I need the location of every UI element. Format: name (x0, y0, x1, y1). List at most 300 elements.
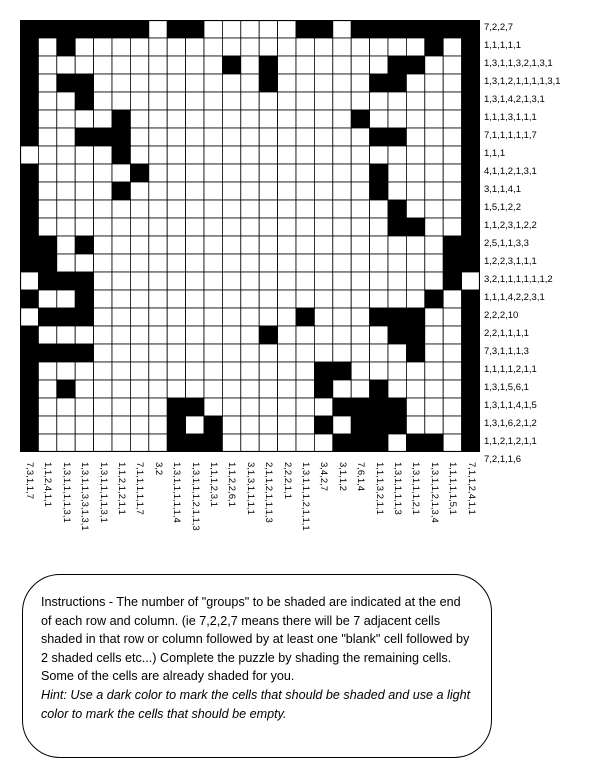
empty-cell[interactable] (186, 416, 204, 434)
shaded-cell[interactable] (186, 434, 204, 452)
shaded-cell[interactable] (462, 92, 480, 110)
empty-cell[interactable] (296, 218, 314, 236)
shaded-cell[interactable] (20, 110, 38, 128)
empty-cell[interactable] (406, 74, 424, 92)
shaded-cell[interactable] (406, 308, 424, 326)
empty-cell[interactable] (296, 362, 314, 380)
empty-cell[interactable] (94, 272, 112, 290)
empty-cell[interactable] (259, 344, 277, 362)
empty-cell[interactable] (204, 200, 222, 218)
shaded-cell[interactable] (406, 20, 424, 38)
shaded-cell[interactable] (351, 110, 369, 128)
shaded-cell[interactable] (443, 236, 461, 254)
shaded-cell[interactable] (130, 164, 148, 182)
empty-cell[interactable] (204, 146, 222, 164)
shaded-cell[interactable] (20, 434, 38, 452)
empty-cell[interactable] (259, 110, 277, 128)
empty-cell[interactable] (241, 56, 259, 74)
empty-cell[interactable] (222, 128, 240, 146)
empty-cell[interactable] (278, 362, 296, 380)
empty-cell[interactable] (75, 416, 93, 434)
empty-cell[interactable] (443, 362, 461, 380)
empty-cell[interactable] (443, 164, 461, 182)
empty-cell[interactable] (112, 56, 130, 74)
empty-cell[interactable] (314, 254, 332, 272)
empty-cell[interactable] (130, 254, 148, 272)
empty-cell[interactable] (443, 344, 461, 362)
empty-cell[interactable] (314, 92, 332, 110)
empty-cell[interactable] (38, 326, 56, 344)
empty-cell[interactable] (370, 254, 388, 272)
empty-cell[interactable] (149, 344, 167, 362)
shaded-cell[interactable] (333, 398, 351, 416)
empty-cell[interactable] (333, 272, 351, 290)
empty-cell[interactable] (241, 416, 259, 434)
empty-cell[interactable] (443, 110, 461, 128)
empty-cell[interactable] (278, 380, 296, 398)
empty-cell[interactable] (222, 434, 240, 452)
empty-cell[interactable] (167, 164, 185, 182)
shaded-cell[interactable] (370, 434, 388, 452)
empty-cell[interactable] (94, 164, 112, 182)
empty-cell[interactable] (57, 398, 75, 416)
shaded-cell[interactable] (20, 74, 38, 92)
shaded-cell[interactable] (462, 200, 480, 218)
empty-cell[interactable] (204, 56, 222, 74)
empty-cell[interactable] (333, 254, 351, 272)
empty-cell[interactable] (38, 182, 56, 200)
shaded-cell[interactable] (443, 20, 461, 38)
empty-cell[interactable] (296, 146, 314, 164)
shaded-cell[interactable] (20, 380, 38, 398)
shaded-cell[interactable] (462, 326, 480, 344)
empty-cell[interactable] (278, 416, 296, 434)
shaded-cell[interactable] (94, 20, 112, 38)
shaded-cell[interactable] (20, 20, 38, 38)
shaded-cell[interactable] (259, 56, 277, 74)
empty-cell[interactable] (278, 182, 296, 200)
empty-cell[interactable] (241, 200, 259, 218)
empty-cell[interactable] (112, 308, 130, 326)
shaded-cell[interactable] (370, 128, 388, 146)
shaded-cell[interactable] (112, 182, 130, 200)
empty-cell[interactable] (94, 236, 112, 254)
empty-cell[interactable] (167, 290, 185, 308)
empty-cell[interactable] (130, 200, 148, 218)
empty-cell[interactable] (149, 416, 167, 434)
empty-cell[interactable] (94, 182, 112, 200)
empty-cell[interactable] (314, 344, 332, 362)
empty-cell[interactable] (241, 128, 259, 146)
shaded-cell[interactable] (462, 74, 480, 92)
empty-cell[interactable] (278, 92, 296, 110)
shaded-cell[interactable] (75, 308, 93, 326)
empty-cell[interactable] (149, 272, 167, 290)
empty-cell[interactable] (186, 38, 204, 56)
shaded-cell[interactable] (462, 254, 480, 272)
shaded-cell[interactable] (462, 164, 480, 182)
empty-cell[interactable] (167, 362, 185, 380)
empty-cell[interactable] (388, 344, 406, 362)
empty-cell[interactable] (149, 236, 167, 254)
empty-cell[interactable] (406, 92, 424, 110)
empty-cell[interactable] (296, 38, 314, 56)
empty-cell[interactable] (406, 254, 424, 272)
empty-cell[interactable] (314, 74, 332, 92)
shaded-cell[interactable] (167, 434, 185, 452)
empty-cell[interactable] (296, 434, 314, 452)
empty-cell[interactable] (314, 110, 332, 128)
shaded-cell[interactable] (388, 200, 406, 218)
shaded-cell[interactable] (75, 272, 93, 290)
empty-cell[interactable] (222, 290, 240, 308)
empty-cell[interactable] (241, 182, 259, 200)
shaded-cell[interactable] (388, 74, 406, 92)
shaded-cell[interactable] (75, 74, 93, 92)
empty-cell[interactable] (351, 236, 369, 254)
empty-cell[interactable] (112, 344, 130, 362)
empty-cell[interactable] (351, 380, 369, 398)
empty-cell[interactable] (204, 128, 222, 146)
empty-cell[interactable] (370, 290, 388, 308)
shaded-cell[interactable] (388, 20, 406, 38)
shaded-cell[interactable] (130, 20, 148, 38)
empty-cell[interactable] (314, 290, 332, 308)
empty-cell[interactable] (314, 182, 332, 200)
shaded-cell[interactable] (351, 416, 369, 434)
empty-cell[interactable] (186, 218, 204, 236)
empty-cell[interactable] (425, 308, 443, 326)
empty-cell[interactable] (204, 218, 222, 236)
empty-cell[interactable] (222, 164, 240, 182)
empty-cell[interactable] (333, 164, 351, 182)
empty-cell[interactable] (425, 146, 443, 164)
empty-cell[interactable] (149, 290, 167, 308)
empty-cell[interactable] (94, 56, 112, 74)
empty-cell[interactable] (241, 434, 259, 452)
shaded-cell[interactable] (20, 254, 38, 272)
empty-cell[interactable] (425, 218, 443, 236)
empty-cell[interactable] (333, 218, 351, 236)
empty-cell[interactable] (149, 56, 167, 74)
empty-cell[interactable] (314, 398, 332, 416)
empty-cell[interactable] (241, 272, 259, 290)
shaded-cell[interactable] (20, 362, 38, 380)
empty-cell[interactable] (425, 92, 443, 110)
empty-cell[interactable] (333, 308, 351, 326)
empty-cell[interactable] (333, 182, 351, 200)
empty-cell[interactable] (406, 380, 424, 398)
empty-cell[interactable] (259, 254, 277, 272)
empty-cell[interactable] (222, 236, 240, 254)
empty-cell[interactable] (370, 326, 388, 344)
empty-cell[interactable] (425, 236, 443, 254)
empty-cell[interactable] (94, 92, 112, 110)
empty-cell[interactable] (241, 362, 259, 380)
empty-cell[interactable] (351, 326, 369, 344)
empty-cell[interactable] (370, 92, 388, 110)
empty-cell[interactable] (186, 128, 204, 146)
empty-cell[interactable] (351, 56, 369, 74)
empty-cell[interactable] (425, 362, 443, 380)
empty-cell[interactable] (388, 254, 406, 272)
empty-cell[interactable] (112, 434, 130, 452)
shaded-cell[interactable] (351, 434, 369, 452)
shaded-cell[interactable] (167, 20, 185, 38)
empty-cell[interactable] (278, 308, 296, 326)
empty-cell[interactable] (425, 416, 443, 434)
empty-cell[interactable] (38, 110, 56, 128)
empty-cell[interactable] (130, 326, 148, 344)
empty-cell[interactable] (186, 164, 204, 182)
empty-cell[interactable] (112, 326, 130, 344)
shaded-cell[interactable] (388, 326, 406, 344)
empty-cell[interactable] (149, 110, 167, 128)
empty-cell[interactable] (388, 380, 406, 398)
empty-cell[interactable] (406, 128, 424, 146)
empty-cell[interactable] (222, 74, 240, 92)
empty-cell[interactable] (278, 236, 296, 254)
empty-cell[interactable] (388, 362, 406, 380)
empty-cell[interactable] (333, 92, 351, 110)
empty-cell[interactable] (167, 74, 185, 92)
empty-cell[interactable] (222, 200, 240, 218)
empty-cell[interactable] (38, 56, 56, 74)
empty-cell[interactable] (241, 110, 259, 128)
empty-cell[interactable] (222, 326, 240, 344)
shaded-cell[interactable] (406, 434, 424, 452)
empty-cell[interactable] (204, 38, 222, 56)
empty-cell[interactable] (149, 92, 167, 110)
empty-cell[interactable] (443, 326, 461, 344)
empty-cell[interactable] (186, 380, 204, 398)
shaded-cell[interactable] (425, 290, 443, 308)
nonogram-grid[interactable] (20, 20, 480, 452)
empty-cell[interactable] (241, 236, 259, 254)
empty-cell[interactable] (204, 380, 222, 398)
shaded-cell[interactable] (75, 128, 93, 146)
empty-cell[interactable] (370, 236, 388, 254)
empty-cell[interactable] (112, 290, 130, 308)
shaded-cell[interactable] (20, 200, 38, 218)
shaded-cell[interactable] (167, 416, 185, 434)
empty-cell[interactable] (57, 236, 75, 254)
empty-cell[interactable] (333, 380, 351, 398)
empty-cell[interactable] (167, 200, 185, 218)
shaded-cell[interactable] (425, 20, 443, 38)
empty-cell[interactable] (149, 434, 167, 452)
shaded-cell[interactable] (38, 20, 56, 38)
empty-cell[interactable] (222, 398, 240, 416)
empty-cell[interactable] (406, 110, 424, 128)
empty-cell[interactable] (186, 146, 204, 164)
empty-cell[interactable] (94, 254, 112, 272)
shaded-cell[interactable] (370, 308, 388, 326)
empty-cell[interactable] (333, 146, 351, 164)
empty-cell[interactable] (370, 146, 388, 164)
shaded-cell[interactable] (296, 308, 314, 326)
shaded-cell[interactable] (75, 344, 93, 362)
empty-cell[interactable] (351, 92, 369, 110)
empty-cell[interactable] (314, 308, 332, 326)
empty-cell[interactable] (149, 74, 167, 92)
shaded-cell[interactable] (186, 20, 204, 38)
empty-cell[interactable] (186, 290, 204, 308)
empty-cell[interactable] (406, 272, 424, 290)
empty-cell[interactable] (406, 398, 424, 416)
empty-cell[interactable] (406, 362, 424, 380)
shaded-cell[interactable] (75, 92, 93, 110)
empty-cell[interactable] (112, 74, 130, 92)
empty-cell[interactable] (241, 74, 259, 92)
empty-cell[interactable] (333, 416, 351, 434)
empty-cell[interactable] (222, 254, 240, 272)
empty-cell[interactable] (241, 92, 259, 110)
shaded-cell[interactable] (462, 128, 480, 146)
empty-cell[interactable] (333, 38, 351, 56)
empty-cell[interactable] (351, 272, 369, 290)
empty-cell[interactable] (75, 326, 93, 344)
shaded-cell[interactable] (75, 236, 93, 254)
empty-cell[interactable] (222, 110, 240, 128)
empty-cell[interactable] (167, 272, 185, 290)
shaded-cell[interactable] (462, 308, 480, 326)
shaded-cell[interactable] (204, 416, 222, 434)
empty-cell[interactable] (278, 254, 296, 272)
empty-cell[interactable] (204, 308, 222, 326)
empty-cell[interactable] (406, 38, 424, 56)
shaded-cell[interactable] (462, 380, 480, 398)
empty-cell[interactable] (241, 290, 259, 308)
empty-cell[interactable] (351, 254, 369, 272)
shaded-cell[interactable] (388, 308, 406, 326)
empty-cell[interactable] (259, 20, 277, 38)
empty-cell[interactable] (370, 344, 388, 362)
empty-cell[interactable] (278, 326, 296, 344)
empty-cell[interactable] (222, 218, 240, 236)
shaded-cell[interactable] (388, 398, 406, 416)
empty-cell[interactable] (38, 416, 56, 434)
empty-cell[interactable] (278, 128, 296, 146)
empty-cell[interactable] (75, 182, 93, 200)
shaded-cell[interactable] (20, 56, 38, 74)
empty-cell[interactable] (57, 128, 75, 146)
empty-cell[interactable] (112, 200, 130, 218)
empty-cell[interactable] (75, 380, 93, 398)
empty-cell[interactable] (130, 398, 148, 416)
shaded-cell[interactable] (75, 20, 93, 38)
empty-cell[interactable] (167, 254, 185, 272)
empty-cell[interactable] (130, 272, 148, 290)
shaded-cell[interactable] (406, 56, 424, 74)
empty-cell[interactable] (370, 362, 388, 380)
shaded-cell[interactable] (462, 290, 480, 308)
empty-cell[interactable] (167, 146, 185, 164)
empty-cell[interactable] (149, 218, 167, 236)
shaded-cell[interactable] (370, 164, 388, 182)
shaded-cell[interactable] (462, 218, 480, 236)
grid-svg[interactable] (20, 20, 480, 452)
empty-cell[interactable] (204, 236, 222, 254)
shaded-cell[interactable] (20, 38, 38, 56)
shaded-cell[interactable] (20, 326, 38, 344)
empty-cell[interactable] (443, 146, 461, 164)
empty-cell[interactable] (388, 164, 406, 182)
empty-cell[interactable] (443, 200, 461, 218)
shaded-cell[interactable] (333, 362, 351, 380)
empty-cell[interactable] (406, 416, 424, 434)
empty-cell[interactable] (112, 272, 130, 290)
empty-cell[interactable] (406, 290, 424, 308)
empty-cell[interactable] (333, 344, 351, 362)
empty-cell[interactable] (57, 290, 75, 308)
empty-cell[interactable] (370, 56, 388, 74)
empty-cell[interactable] (20, 272, 38, 290)
shaded-cell[interactable] (462, 398, 480, 416)
shaded-cell[interactable] (314, 362, 332, 380)
empty-cell[interactable] (388, 182, 406, 200)
empty-cell[interactable] (112, 92, 130, 110)
empty-cell[interactable] (443, 182, 461, 200)
empty-cell[interactable] (149, 182, 167, 200)
empty-cell[interactable] (149, 128, 167, 146)
empty-cell[interactable] (388, 236, 406, 254)
empty-cell[interactable] (259, 308, 277, 326)
empty-cell[interactable] (278, 20, 296, 38)
empty-cell[interactable] (38, 290, 56, 308)
empty-cell[interactable] (296, 326, 314, 344)
empty-cell[interactable] (149, 398, 167, 416)
empty-cell[interactable] (130, 146, 148, 164)
empty-cell[interactable] (443, 398, 461, 416)
empty-cell[interactable] (296, 272, 314, 290)
shaded-cell[interactable] (388, 416, 406, 434)
empty-cell[interactable] (167, 236, 185, 254)
empty-cell[interactable] (314, 146, 332, 164)
empty-cell[interactable] (57, 92, 75, 110)
empty-cell[interactable] (241, 146, 259, 164)
empty-cell[interactable] (130, 110, 148, 128)
empty-cell[interactable] (333, 290, 351, 308)
empty-cell[interactable] (112, 218, 130, 236)
empty-cell[interactable] (186, 326, 204, 344)
empty-cell[interactable] (38, 362, 56, 380)
empty-cell[interactable] (112, 380, 130, 398)
empty-cell[interactable] (425, 254, 443, 272)
empty-cell[interactable] (388, 272, 406, 290)
empty-cell[interactable] (296, 128, 314, 146)
empty-cell[interactable] (425, 74, 443, 92)
shaded-cell[interactable] (20, 398, 38, 416)
empty-cell[interactable] (241, 308, 259, 326)
empty-cell[interactable] (314, 56, 332, 74)
shaded-cell[interactable] (20, 344, 38, 362)
shaded-cell[interactable] (370, 182, 388, 200)
empty-cell[interactable] (130, 74, 148, 92)
empty-cell[interactable] (167, 38, 185, 56)
empty-cell[interactable] (57, 164, 75, 182)
empty-cell[interactable] (75, 38, 93, 56)
empty-cell[interactable] (370, 272, 388, 290)
empty-cell[interactable] (278, 164, 296, 182)
empty-cell[interactable] (443, 308, 461, 326)
empty-cell[interactable] (94, 308, 112, 326)
shaded-cell[interactable] (462, 146, 480, 164)
empty-cell[interactable] (130, 380, 148, 398)
empty-cell[interactable] (167, 380, 185, 398)
empty-cell[interactable] (278, 434, 296, 452)
empty-cell[interactable] (38, 398, 56, 416)
